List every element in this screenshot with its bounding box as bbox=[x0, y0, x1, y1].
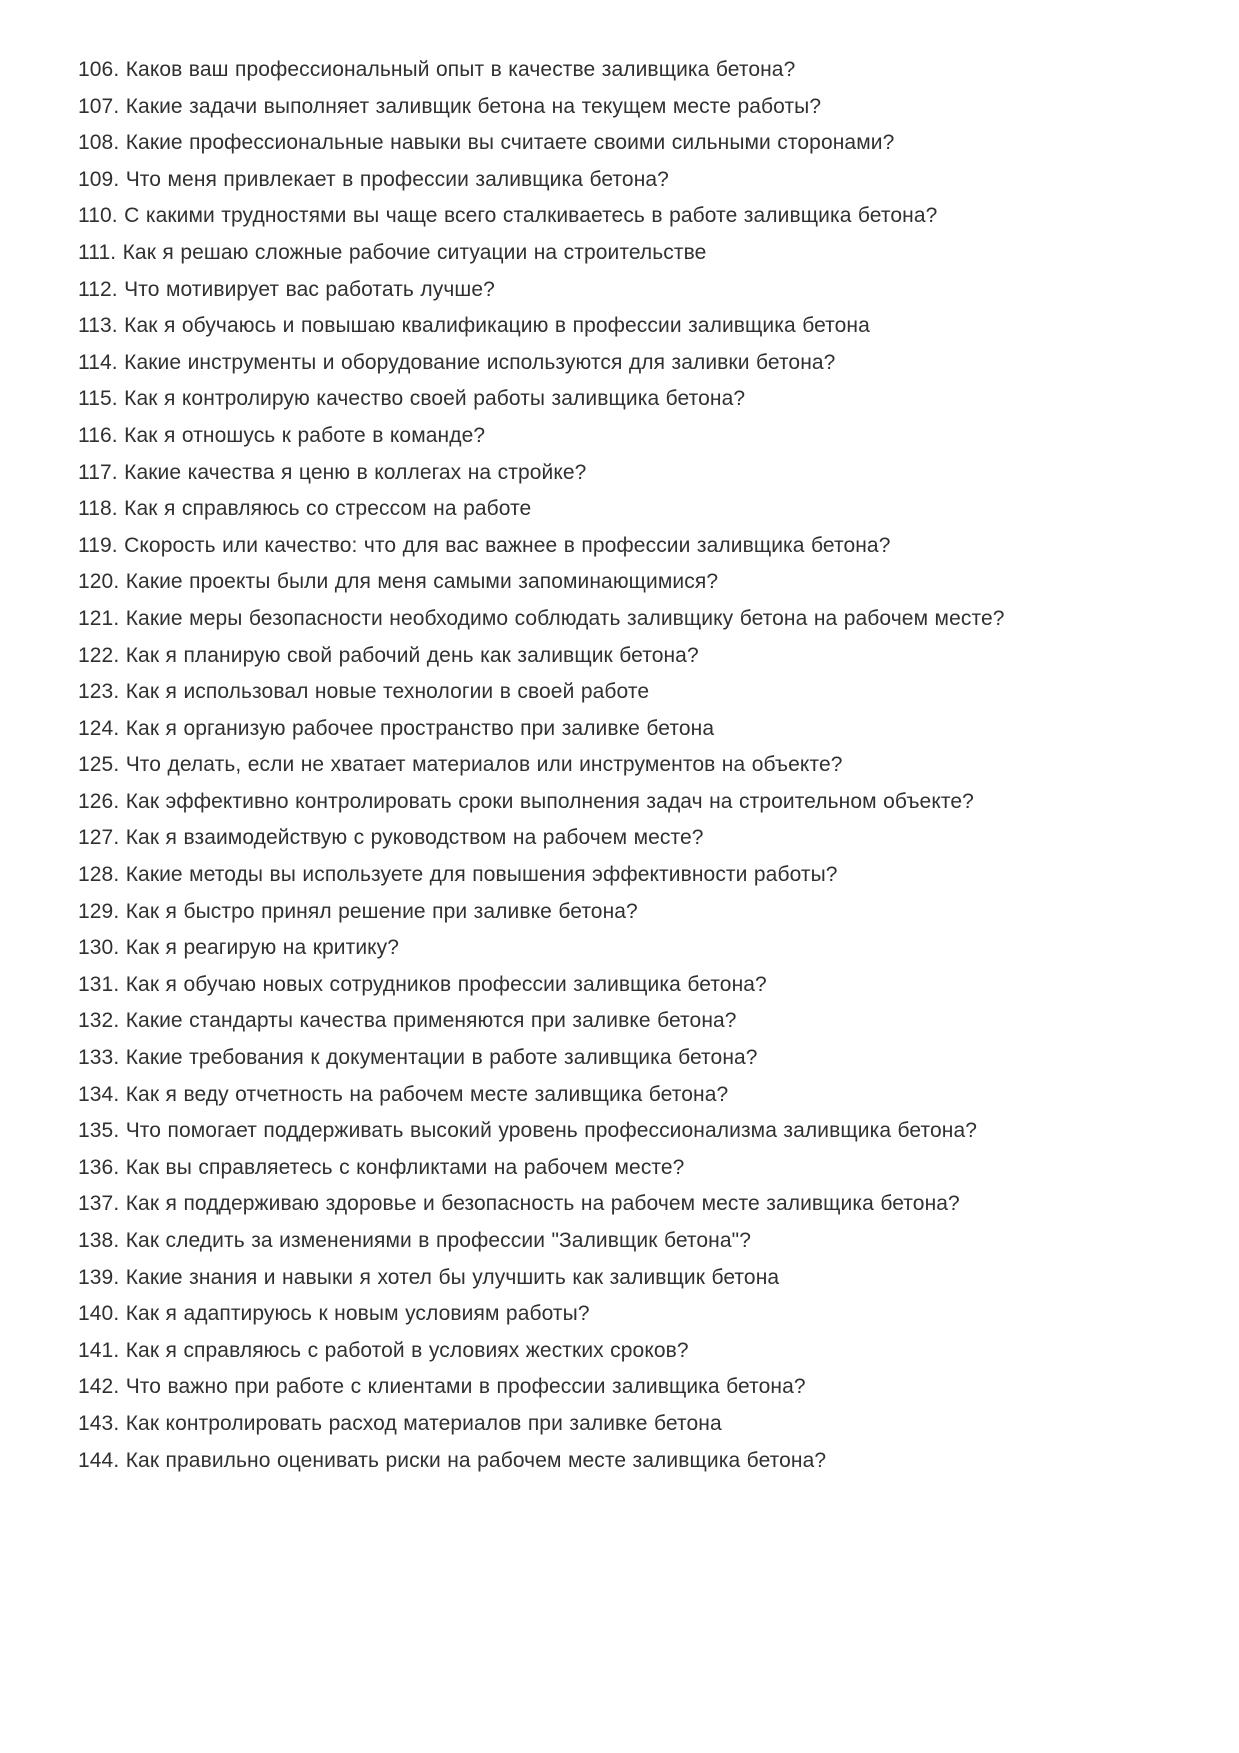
question-item: 139. Какие знания и навыки я хотел бы улучшить как заливщик бетона bbox=[78, 1265, 780, 1289]
question-item: 116. Как я отношусь к работе в команде? bbox=[78, 423, 486, 447]
question-item: 129. Как я быстро принял решение при заливке бетона? bbox=[78, 899, 638, 923]
question-item: 106. Каков ваш профессиональный опыт в качестве заливщика бетона? bbox=[78, 58, 796, 81]
question-item: 140. Как я адаптируюсь к новым условиям работы? bbox=[78, 1302, 590, 1326]
question-item: 111. Как я решаю сложные рабочие ситуации на строительстве bbox=[78, 240, 707, 264]
question-item: 124. Как я организую рабочее пространство при заливке бетона bbox=[78, 716, 715, 740]
question-item: 143. Как контролировать расход материалов при заливке бетона bbox=[78, 1411, 722, 1435]
question-item: 130. Как я реагирую на критику? bbox=[78, 936, 400, 960]
question-item: 123. Как я использовал новые технологии в своей работе bbox=[78, 680, 650, 704]
question-item: 122. Как я планирую свой рабочий день как заливщик бетона? bbox=[78, 643, 699, 667]
question-item: 128. Какие методы вы используете для повышения эффективности работы? bbox=[78, 863, 838, 887]
question-item: 110. С какими трудностями вы чаще всего сталкиваетесь в работе заливщика бетона? bbox=[78, 204, 938, 228]
question-item: 127. Как я взаимодействую с руководством на рабочем месте? bbox=[78, 826, 704, 850]
question-item: 138. Как следить за изменениями в профессии "Заливщик бетона"? bbox=[78, 1229, 751, 1252]
question-item: 132. Какие стандарты качества применяются при заливке бетона? bbox=[78, 1009, 737, 1033]
question-item: 113. Как я обучаюсь и повышаю квалификацию в профессии заливщика бетона bbox=[78, 314, 870, 338]
question-item: 119. Скорость или качество: что для вас важнее в профессии заливщика бетона? bbox=[78, 533, 891, 557]
question-list bbox=[78, 52, 1038, 1479]
question-item: 114. Какие инструменты и оборудование используются для заливки бетона? bbox=[78, 350, 836, 374]
question-item: 141. Как я справляюсь с работой в условиях жестких сроков? bbox=[78, 1338, 689, 1362]
question-item: 115. Как я контролирую качество своей работы заливщика бетона? bbox=[78, 387, 746, 411]
question-item: 117. Какие качества я ценю в коллегах на стройке? bbox=[78, 460, 587, 484]
question-item: 144. Как правильно оценивать риски на рабочем месте заливщика бетона? bbox=[78, 1448, 827, 1472]
question-item: 126. Как эффективно контролировать сроки выполнения задач на строительном объекте? bbox=[78, 789, 974, 813]
question-item: 137. Как я поддерживаю здоровье и безопасность на рабочем месте заливщика бетона? bbox=[78, 1192, 960, 1216]
question-item: 112. Что мотивирует вас работать лучше? bbox=[78, 277, 495, 301]
question-item: 109. Что меня привлекает в профессии заливщика бетона? bbox=[78, 167, 669, 191]
question-item: 131. Как я обучаю новых сотрудников профессии заливщика бетона? bbox=[78, 972, 767, 996]
question-item: 133. Какие требования к документации в работе заливщика бетона? bbox=[78, 1046, 758, 1070]
question-item: 134. Как я веду отчетность на рабочем месте заливщика бетона? bbox=[78, 1082, 729, 1106]
question-item: 142. Что важно при работе с клиентами в профессии заливщика бетона? bbox=[78, 1375, 806, 1399]
question-item: 121. Какие меры безопасности необходимо соблюдать заливщику бетона на рабочем месте? bbox=[78, 606, 1005, 630]
question-item: 107. Какие задачи выполняет заливщик бетона на текущем месте работы? bbox=[78, 94, 822, 118]
question-item: 136. Как вы справляетесь с конфликтами на рабочем месте? bbox=[78, 1155, 685, 1179]
question-item: 120. Какие проекты были для меня самыми запоминающимися? bbox=[78, 570, 719, 594]
question-item: 135. Что помогает поддерживать высокий уровень профессионализма заливщика бетона? bbox=[78, 1119, 978, 1143]
question-item: 125. Что делать, если не хватает материалов или инструментов на объекте? bbox=[78, 753, 843, 777]
question-item: 118. Как я справляюсь со стрессом на работе bbox=[78, 497, 532, 521]
question-item: 108. Какие профессиональные навыки вы считаете своими сильными сторонами? bbox=[78, 131, 895, 155]
